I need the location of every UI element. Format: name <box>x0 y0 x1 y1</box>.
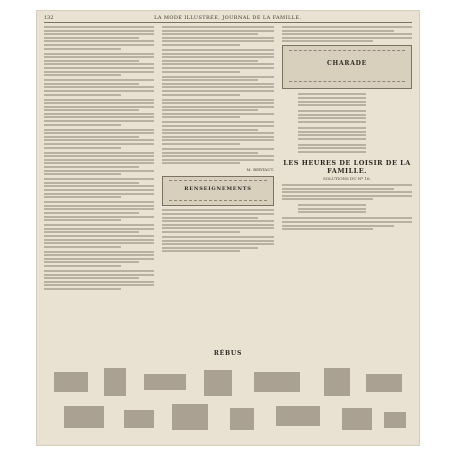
charade-title: CHARADE <box>326 60 368 68</box>
rebus-title: RÉBUS <box>213 350 243 357</box>
article-signature: M. BERTAUT. <box>246 167 274 173</box>
rebus-illustration <box>44 350 412 440</box>
rebus-figure-11 <box>230 408 254 430</box>
rebus-figure-1 <box>54 372 88 392</box>
rebus-figure-5 <box>254 372 300 392</box>
rebus-figure-2 <box>104 368 126 396</box>
rebus-figure-13 <box>342 408 372 430</box>
rebus-figure-9 <box>124 410 154 428</box>
rebus-figure-4 <box>204 370 232 396</box>
heures-de-loisir-heading: LES HEURES DE LOISIR DE LA FAMILLE. <box>283 158 411 175</box>
rebus-figure-7 <box>366 374 402 392</box>
journal-title: LA MODE ILLUSTRÉE, JOURNAL DE LA FAMILLE. <box>154 14 302 21</box>
header-rule <box>44 22 412 23</box>
rebus-figure-6 <box>324 368 350 396</box>
rebus-figure-3 <box>144 374 186 390</box>
renseignements-banner <box>162 176 274 206</box>
rebus-figure-10 <box>172 404 208 430</box>
charade-banner <box>282 45 412 89</box>
page-number: 132 <box>44 14 54 21</box>
solutions-heading: SOLUTIONS DU Nº 16. <box>323 175 371 181</box>
rebus-figure-12 <box>276 406 320 426</box>
rebus-figure-14 <box>384 412 406 428</box>
renseignements-title: RENSEIGNEMENTS <box>184 186 252 193</box>
rebus-figure-8 <box>64 406 104 428</box>
page-header <box>44 13 412 22</box>
newspaper-page <box>36 10 420 446</box>
